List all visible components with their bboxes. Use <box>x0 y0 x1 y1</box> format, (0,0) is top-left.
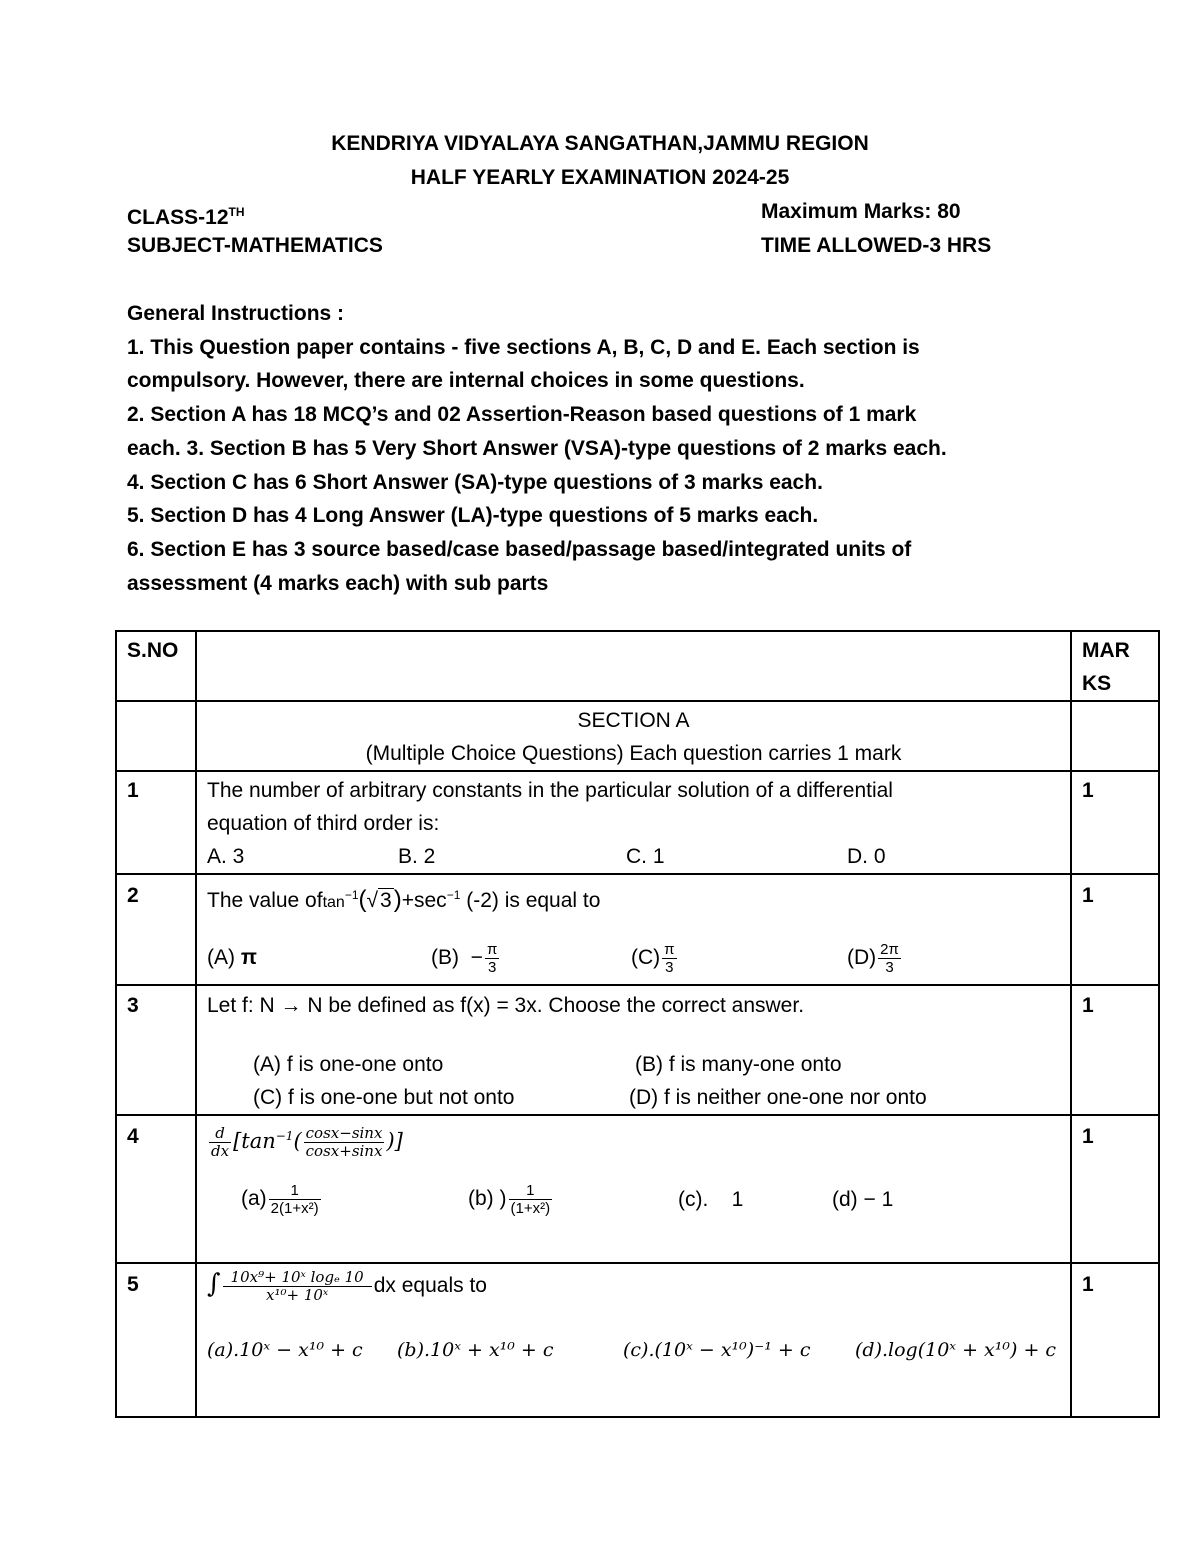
opt-fraction <box>269 1182 321 1217</box>
frac-num: π <box>486 941 498 958</box>
question-marks: 1 <box>1071 771 1159 874</box>
frac-num: 2π <box>880 941 899 958</box>
time-allowed: TIME ALLOWED-3 HRS <box>761 234 992 257</box>
q4-tan: [tan <box>233 1129 276 1153</box>
instruction-line: 4. Section C has 6 Short Answer (SA)-type questions of 3 marks each. <box>127 470 823 494</box>
class-text: CLASS-12 <box>127 206 229 229</box>
option-a: (a).10ˣ − x¹⁰ + c <box>207 1338 363 1361</box>
frac-num: 10x⁹+ 10ˣ logₑ 10 <box>223 1269 372 1287</box>
option-c: C. 1 <box>626 845 665 868</box>
frac-den: cosx+sinx <box>305 1142 383 1160</box>
instruction-line: 1. This Question paper contains - five sections A, B, C, D and E. Each section is <box>127 335 920 359</box>
q4-paren: ( <box>293 1129 302 1153</box>
q2-text-c: (-2) is equal to <box>460 889 601 912</box>
header-line1: KENDRIYA VIDYALAYA SANGATHAN,JAMMU REGION <box>331 132 869 155</box>
option-b: (b).10ˣ + x¹⁰ + c <box>397 1338 554 1361</box>
option-b: B. 2 <box>398 845 436 868</box>
question-text: dx equals to <box>373 1274 487 1297</box>
question-marks: 1 <box>1071 1115 1159 1263</box>
instruction-line: 5. Section D has 4 Long Answer (LA)-type questions of 5 marks each. <box>127 504 819 528</box>
option-b <box>468 1182 678 1217</box>
col-marks-l1: MAR <box>1082 639 1130 662</box>
option-c: (c).(10ˣ − x¹⁰)⁻¹ + c <box>623 1338 811 1361</box>
question-marks: 1 <box>1071 874 1159 985</box>
option-c <box>631 941 847 976</box>
opt-label: (A) <box>207 946 235 969</box>
option-d: D. 0 <box>847 845 886 868</box>
frac-num: d <box>209 1125 231 1143</box>
option-d <box>847 941 903 976</box>
question-number: 3 <box>116 985 196 1115</box>
instruction-line: compulsory. However, there are internal choices in some questions. <box>127 369 805 393</box>
frac-num: 1 <box>269 1182 321 1200</box>
class-sup: TH <box>228 205 245 219</box>
question-marks: 1 <box>1071 1263 1159 1417</box>
question-text: equation of third order is: <box>207 812 440 835</box>
q4-close: )] <box>386 1129 403 1153</box>
question-text: The number of arbitrary constants in the particular solution of a differential <box>207 779 893 802</box>
frac-den: (1+x²) <box>510 1200 551 1217</box>
q2-text-a: The value of <box>207 889 323 912</box>
q2-inv2: −1 <box>446 888 461 902</box>
option-d: (d).log(10ˣ + x¹⁰) + c <box>855 1338 1057 1361</box>
question-number: 2 <box>116 874 196 985</box>
q2-text-b: +sec <box>401 889 447 912</box>
col-marks <box>1071 631 1159 701</box>
options-row2 <box>207 1081 1060 1114</box>
option-a: A. 3 <box>207 845 245 868</box>
col-marks-l2: KS <box>1082 672 1112 695</box>
options <box>207 1182 1060 1217</box>
opt-label: (B) <box>431 946 459 970</box>
subject: SUBJECT-MATHEMATICS <box>127 234 383 257</box>
question-body <box>196 771 1071 874</box>
section-row <box>116 701 1159 771</box>
opt-sign: − <box>470 946 483 970</box>
frac-den: 3 <box>665 959 674 976</box>
option-b <box>431 941 631 976</box>
instructions-title: General Instructions : <box>127 302 345 325</box>
option-d: (D) f is neither one-one nor onto <box>629 1086 927 1109</box>
frac-num: 1 <box>509 1182 553 1200</box>
question-body <box>196 874 1071 985</box>
option-a <box>207 941 431 976</box>
question-body <box>196 1263 1071 1417</box>
col-sno-text: S.NO <box>127 639 179 662</box>
inner-fraction <box>304 1125 385 1160</box>
opt-fraction <box>878 941 901 976</box>
question-expression <box>207 1268 1060 1304</box>
frac-den: 2(1+x²) <box>270 1200 319 1217</box>
header-line2: HALF YEARLY EXAMINATION 2024-25 <box>410 166 790 189</box>
instruction-line: assessment (4 marks each) with sub parts <box>127 571 549 595</box>
question-row <box>116 874 1159 985</box>
frac-num: cosx−sinx <box>305 1124 383 1142</box>
q2-sqrt: 3 <box>380 889 392 912</box>
q4-inv: −1 <box>275 1129 294 1143</box>
question-text: The value $oftan^{-1}(√3)+\sec^{-1}$ (-2) is equal to <box>207 886 601 913</box>
option-a: (A) f is one-one onto <box>253 1053 444 1076</box>
section-title: SECTION A <box>577 709 690 732</box>
frac-den: 3 <box>885 959 894 976</box>
options <box>207 1334 1060 1367</box>
question-expression <box>207 1120 1060 1160</box>
question-row <box>116 1115 1159 1263</box>
frac-den: x¹⁰+ 10ˣ <box>266 1285 329 1304</box>
question-body <box>196 985 1071 1115</box>
opt-label: (C) <box>631 946 661 970</box>
option-a <box>241 1182 468 1217</box>
opt-label: (D) <box>847 946 877 970</box>
frac-den: dx <box>211 1142 230 1160</box>
question-number: 1 <box>116 771 196 874</box>
opt-label: (a) <box>241 1187 267 1211</box>
section-subtitle: (Multiple Choice Questions) Each question carries 1 mark <box>365 742 902 765</box>
opt-val: π <box>240 946 257 969</box>
question-number: 4 <box>116 1115 196 1263</box>
section-sno-cell <box>116 701 196 771</box>
instruction-line: 2. Section A has 18 MCQ’s and 02 Assertion-Reason based questions of 1 mark <box>127 403 917 427</box>
opt-label: (b) ) <box>468 1187 507 1211</box>
general-instructions <box>127 297 1067 600</box>
option-b: (B) f is many-one onto <box>635 1053 842 1076</box>
question-body <box>196 1115 1071 1263</box>
q2-inv: −1 <box>344 888 359 902</box>
derivative-fraction <box>209 1125 231 1160</box>
question-row <box>116 985 1159 1115</box>
question-row <box>116 771 1159 874</box>
q2-tan: tan <box>322 894 345 911</box>
option-c: (c). 1 <box>678 1188 744 1211</box>
col-sno <box>116 631 196 701</box>
question-number: 5 <box>116 1263 196 1417</box>
question-marks: 1 <box>1071 985 1159 1115</box>
instruction-line: 6. Section E has 3 source based/case based/passage based/integrated units of <box>127 537 912 561</box>
col-question <box>196 631 1071 701</box>
question-text: Let f: N → N be defined as f(x) = 3x. Choose the correct answer. <box>207 994 805 1017</box>
opt-fraction <box>662 941 676 976</box>
table-header-row <box>116 631 1159 701</box>
integral-sign: ∫ <box>207 1269 221 1299</box>
question-table <box>115 630 1160 1418</box>
max-marks: Maximum Marks: 80 <box>761 200 961 223</box>
opt-fraction <box>509 1182 553 1217</box>
option-d: (d) − 1 <box>832 1188 894 1211</box>
frac-num: π <box>664 941 675 958</box>
options <box>207 840 1060 873</box>
options <box>207 941 1060 976</box>
question-row <box>116 1263 1159 1417</box>
frac-den: 3 <box>487 959 497 976</box>
section-marks-cell <box>1071 701 1159 771</box>
options-row1 <box>207 1048 1060 1081</box>
integrand-fraction <box>223 1269 372 1304</box>
section-heading <box>196 701 1071 771</box>
option-c: (C) f is one-one but not onto <box>253 1086 515 1109</box>
opt-fraction <box>485 941 499 976</box>
instruction-line: each. 3. Section B has 5 Very Short Answer (VSA)-type questions of 2 marks each. <box>127 436 947 460</box>
